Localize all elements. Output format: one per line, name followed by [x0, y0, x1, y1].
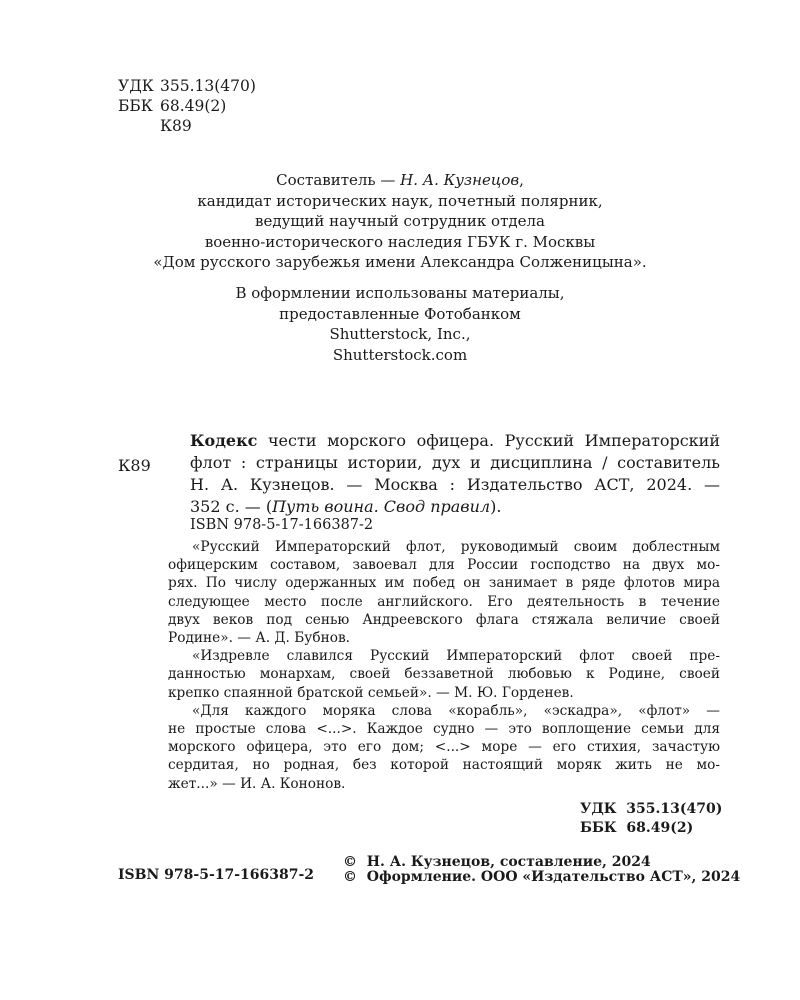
author-mark-row: [118, 116, 256, 136]
isbn: ISBN 978-5-17-166387-2: [190, 517, 374, 533]
compiler-name: Н. А. Кузнецов: [400, 171, 520, 189]
isbn-footer: ISBN 978-5-17-166387-2: [118, 867, 315, 883]
bbk-repeat: ББК 68.49(2): [580, 820, 694, 836]
bibliographic-mark: К89: [118, 456, 151, 475]
annotation-line: «Издревле славился Русский Императорский флот своей пре-: [192, 648, 720, 665]
biblio-line: 352 с. — (Путь воина. Свод правил).: [190, 497, 502, 516]
design-credit-line: Shutterstock, Inc.,: [329, 325, 471, 343]
design-credit-block: [0, 283, 800, 365]
annotation-line: офицерским составом, завоевал для России господство на двух мо-: [168, 557, 720, 574]
title-bold: Кодекс: [190, 431, 258, 450]
compiler-prefix: Составитель —: [276, 171, 401, 189]
bbk-value: 68.49(2): [160, 97, 227, 115]
annotation-line: рях. По числу одержанных им побед он занимает в ряде флотов мира: [168, 575, 720, 592]
compiler-credential: «Дом русского зарубежья имени Александра Солженицына».: [153, 253, 647, 271]
udk-label: УДК: [118, 77, 154, 95]
compiler-credential: военно-исторического наследия ГБУК г. Москвы: [204, 232, 596, 251]
compiler-line: [0, 170, 800, 191]
classification-repeat: [580, 800, 722, 838]
compiler-block: [0, 170, 800, 273]
compiler-credential: кандидат исторических наук, почетный полярник,: [197, 191, 603, 210]
annotation-line: морского офицера, это его дом; <...> море — его стихия, зачастую: [168, 739, 720, 756]
annotation-line: сердитая, но родная, без которой настоящий моряк жить не мо-: [168, 757, 720, 774]
bbk-label: ББК: [118, 97, 153, 115]
compiler-credential: ведущий научный сотрудник отдела: [255, 212, 545, 230]
annotation-line: не простые слова <...>. Каждое судно — это воплощение семьи для: [168, 721, 720, 738]
annotation-line: данностью монархам, своей беззаветной любовью к Родине, своей: [168, 666, 720, 683]
annotation: [168, 538, 720, 793]
author-mark: К89: [160, 117, 192, 135]
design-credit-line: В оформлении использованы материалы,: [235, 284, 565, 302]
design-credit-line: предоставленные Фотобанком: [279, 304, 521, 323]
biblio-line: Н. А. Кузнецов. — Москва : Издательство АСТ, 2024. —: [190, 475, 720, 494]
classification-block: [118, 76, 256, 136]
series-title: Путь воина. Свод правил: [272, 497, 491, 516]
annotation-line: Родине». — А. Д. Бубнов.: [168, 630, 351, 647]
bibliographic-record: [190, 430, 720, 518]
annotation-line: «Русский Императорский флот, руководимый своим доблестным: [192, 539, 720, 555]
annotation-line: следующее место после английского. Его деятельность в течение: [168, 593, 720, 610]
compiler-suffix: ,: [519, 171, 524, 189]
biblio-line: флот : страницы истории, дух и дисциплина / составитель: [190, 453, 720, 472]
udk-repeat: УДК 355.13(470): [580, 801, 723, 817]
copyright-publisher: © Оформление. ООО «Издательство АСТ», 2024: [343, 869, 741, 885]
biblio-line: Кодекс чести морского офицера. Русский Императорский: [190, 431, 720, 450]
design-credit-line: Shutterstock.com: [332, 345, 468, 364]
annotation-line: крепко спаянной братской семьей». — М. Ю. Горденев.: [168, 684, 574, 701]
annotation-line: жет...» — И. А. Кононов.: [168, 775, 346, 792]
copyright-compiler: © Н. А. Кузнецов, составление, 2024: [343, 854, 651, 870]
annotation-line: «Для каждого моряка слова «корабль», «эскадра», «флот» —: [192, 702, 720, 719]
udk-row: [118, 76, 256, 96]
annotation-line: двух веков под сенью Андреевского флага стяжала величие своей: [168, 611, 720, 628]
udk-value: 355.13(470): [160, 77, 256, 95]
bbk-row: [118, 96, 256, 116]
